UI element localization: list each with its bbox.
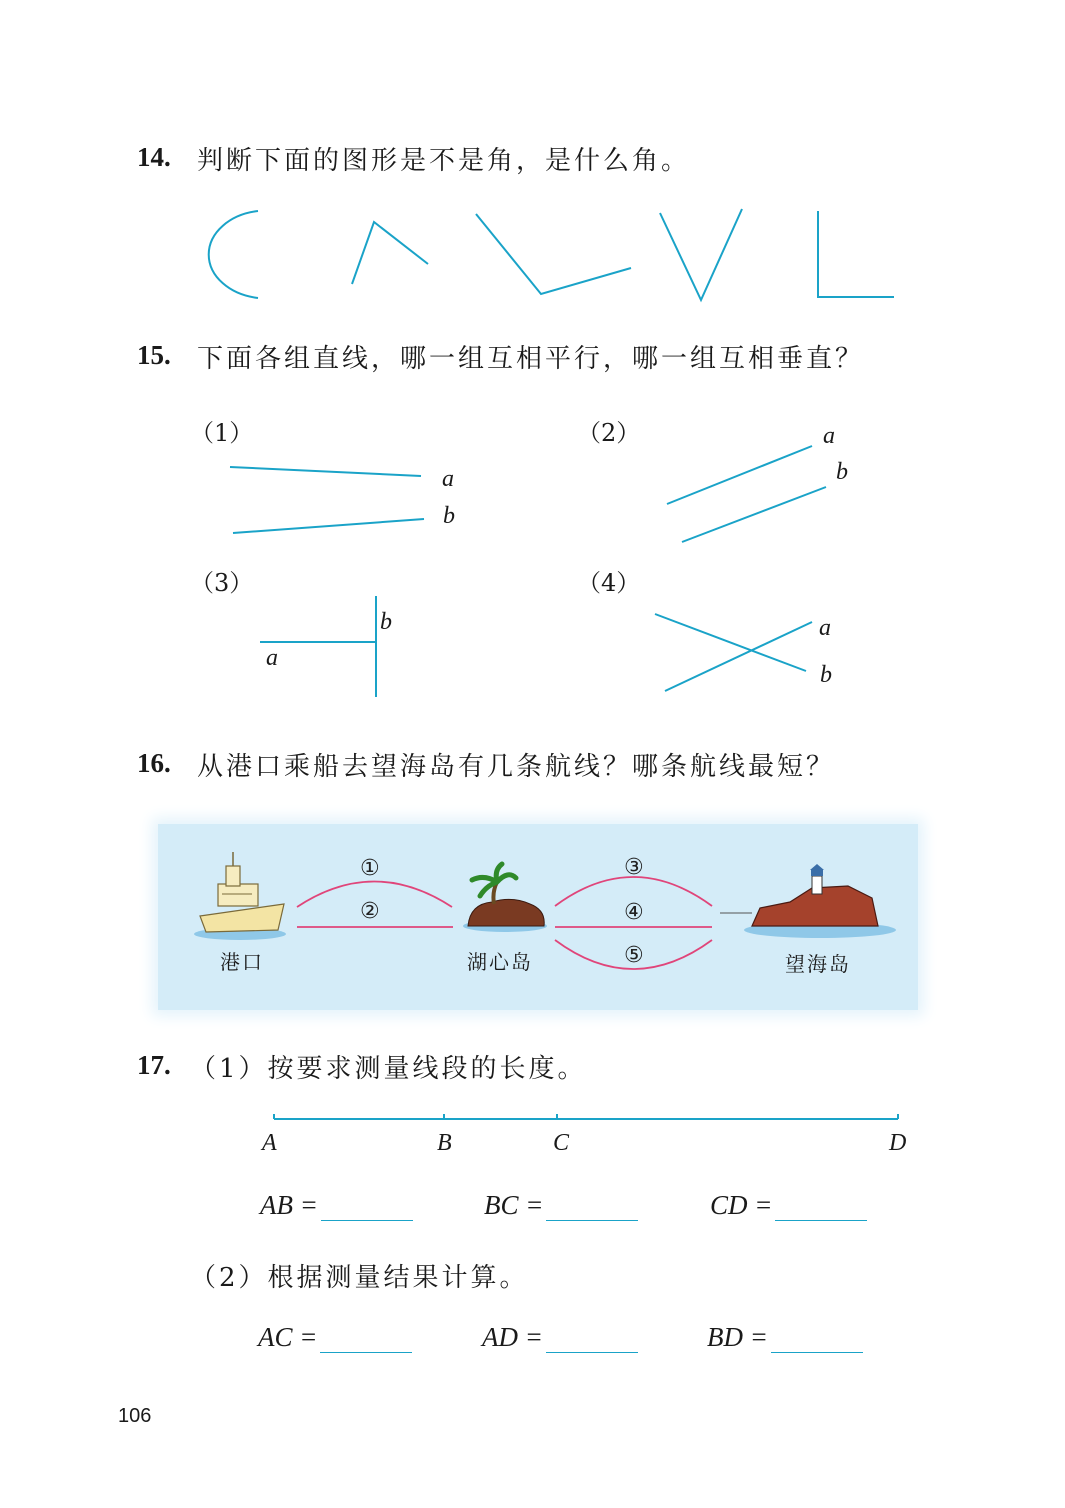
q17-part1: （1）按要求测量线段的长度。 xyxy=(190,1054,587,1084)
route-5-label: ⑤ xyxy=(624,943,644,968)
sea-island-label: 望海岛 xyxy=(785,952,851,976)
group-1-label: （1） xyxy=(190,419,254,447)
calc-AD-blank[interactable] xyxy=(546,1326,638,1353)
measure-AB xyxy=(260,1190,413,1221)
group-4-label: （4） xyxy=(577,569,641,597)
point-A: A xyxy=(262,1130,277,1156)
point-B: B xyxy=(437,1130,452,1156)
q17-number: 17. xyxy=(137,1050,171,1080)
group-3-label: （3） xyxy=(190,569,254,597)
point-D: D xyxy=(889,1130,907,1156)
group3-label-a: a xyxy=(266,645,278,671)
q15-number: 15. xyxy=(137,340,171,370)
group4-label-b: b xyxy=(820,662,832,688)
measure-BC-label: BC = xyxy=(484,1190,544,1220)
measure-BC-blank[interactable] xyxy=(546,1194,638,1221)
calc-AC-label: AC = xyxy=(258,1322,318,1352)
route-4-label: ④ xyxy=(624,900,644,925)
group1-label-a: a xyxy=(442,466,454,492)
calc-BD-label: BD = xyxy=(707,1322,768,1352)
group3-label-b: b xyxy=(380,609,392,635)
route-3-label: ③ xyxy=(624,855,644,880)
calc-BD-blank[interactable] xyxy=(771,1326,863,1353)
group4-label-a: a xyxy=(819,615,831,641)
group-2-label: （2） xyxy=(577,419,641,447)
q14-number: 14. xyxy=(137,142,171,172)
measure-AB-blank[interactable] xyxy=(321,1194,413,1221)
group2-label-a: a xyxy=(823,423,835,449)
group2-label-b: b xyxy=(836,459,848,485)
route-2-label: ② xyxy=(360,899,380,924)
calc-AD-label: AD = xyxy=(482,1322,543,1352)
q17-part2: （2）根据测量结果计算。 xyxy=(190,1263,529,1293)
measure-BC xyxy=(484,1190,638,1221)
calc-AD xyxy=(482,1322,638,1353)
measure-AB-label: AB = xyxy=(260,1190,318,1220)
route-1-label: ① xyxy=(360,856,380,881)
point-C: C xyxy=(553,1130,570,1156)
measure-CD xyxy=(710,1190,867,1221)
measure-CD-label: CD = xyxy=(710,1190,773,1220)
q15-text: 下面各组直线，哪一组互相平行，哪一组互相垂直？ xyxy=(197,344,865,374)
harbor-label: 港口 xyxy=(220,950,264,974)
page-number: 106 xyxy=(118,1405,152,1427)
lake-island-label: 湖心岛 xyxy=(467,950,533,974)
calc-BD xyxy=(707,1322,863,1353)
q16-text: 从港口乘船去望海岛有几条航线？哪条航线最短？ xyxy=(197,752,836,782)
q16-number: 16. xyxy=(137,748,171,778)
group1-label-b: b xyxy=(443,503,455,529)
calc-AC-blank[interactable] xyxy=(320,1326,412,1353)
calc-AC xyxy=(258,1322,412,1353)
measure-CD-blank[interactable] xyxy=(775,1194,867,1221)
q14-text: 判断下面的图形是不是角，是什么角。 xyxy=(197,146,691,176)
